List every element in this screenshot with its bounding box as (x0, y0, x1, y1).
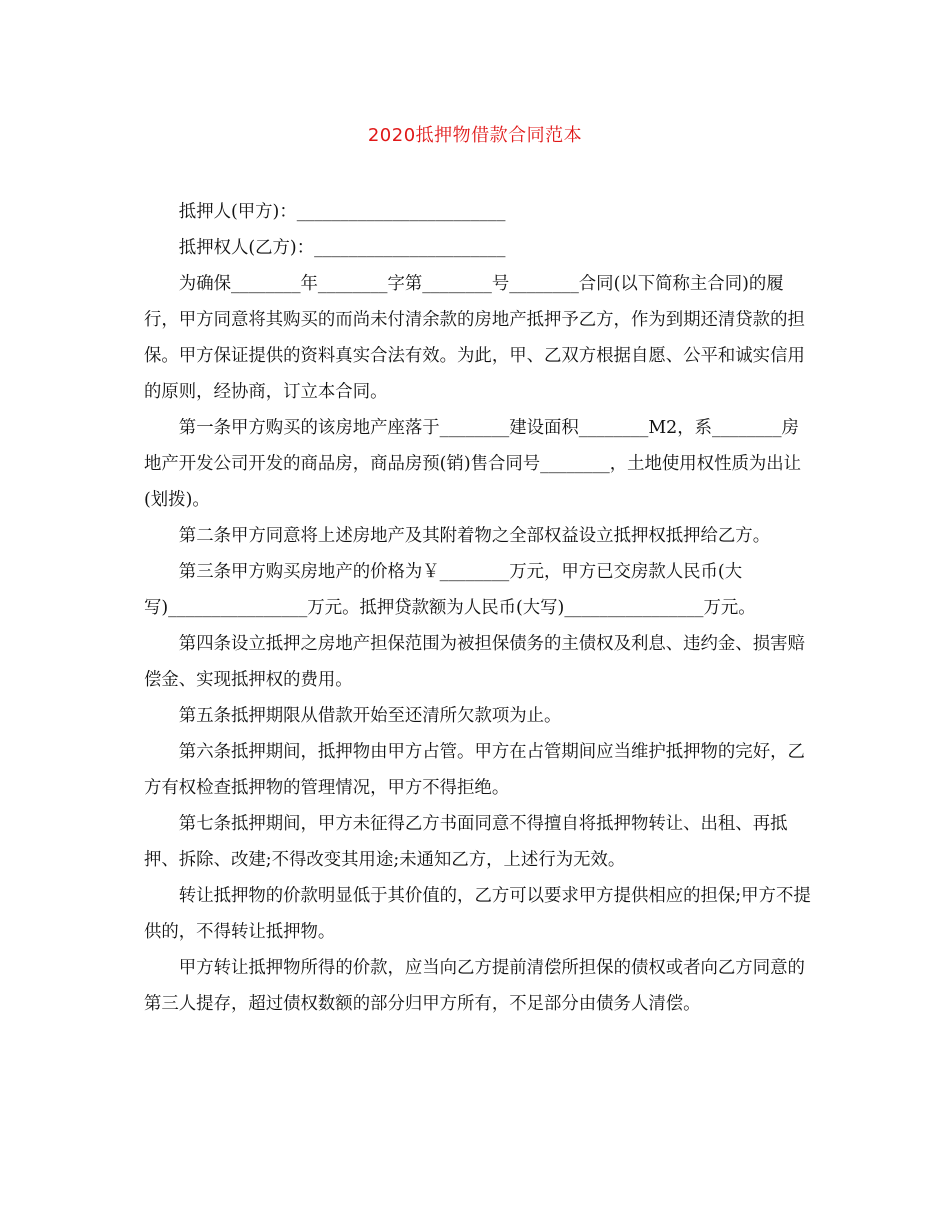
party-a-line: 抵押人(甲方)：________________________ (178, 202, 506, 222)
article-6: 第六条抵押期间，抵押物由甲方占管。甲方在占管期间应当维护抵押物的完好，乙方有权检查抵押物的管理情况，甲方不得拒绝。 (144, 742, 805, 798)
article-7-clause-a: 转让抵押物的价款明显低于其价值的，乙方可以要求甲方提供相应的担保;甲方不提供的，不得转让抵押物。 (144, 886, 811, 942)
article-2: 第二条甲方同意将上述房地产及其附着物之全部权益设立抵押权抵押给乙方。 (178, 526, 771, 546)
article-5: 第五条抵押期限从借款开始至还清所欠款项为止。 (178, 706, 562, 726)
article-7-clause-b: 甲方转让抵押物所得的价款，应当向乙方提前清偿所担保的债权或者向乙方同意的第三人提存，超过债权数额的部分归甲方所有，不足部分由债务人清偿。 (144, 958, 805, 1014)
preamble-paragraph: 为确保________年________字第________号________合同(以下简称主合同)的履行，甲方同意将其购买的而尚未付清余款的房地产抵押予乙方，作为到期还清贷款的担保。甲方保证提供的资料真实合法有效。为此，甲、乙双方根据自愿、公平和诚实信用的原则，经协商，订立本合同。 (144, 274, 805, 402)
document-body (144, 194, 811, 1022)
document-title: 2020抵押物借款合同范本 (367, 125, 583, 146)
article-3: 第三条甲方购买房地产的价格为￥________万元，甲方已交房款人民币(大写)________________万元。抵押贷款额为人民币(大写)________________万元。 (144, 562, 756, 618)
article-7: 第七条抵押期间，甲方未征得乙方书面同意不得擅自将抵押物转让、出租、再抵押、拆除、改建;不得改变其用途;未通知乙方，上述行为无效。 (144, 814, 788, 870)
article-1: 第一条甲方购买的该房地产座落于________建设面积________M2，系________房地产开发公司开发的商品房，商品房预(销)售合同号________，土地使用权性质为出让(划拨)。 (144, 418, 802, 510)
article-4: 第四条设立抵押之房地产担保范围为被担保债务的主债权及利息、违约金、损害赔偿金、实现抵押权的费用。 (144, 634, 805, 690)
party-b-line: 抵押权人(乙方)：______________________ (178, 238, 506, 258)
